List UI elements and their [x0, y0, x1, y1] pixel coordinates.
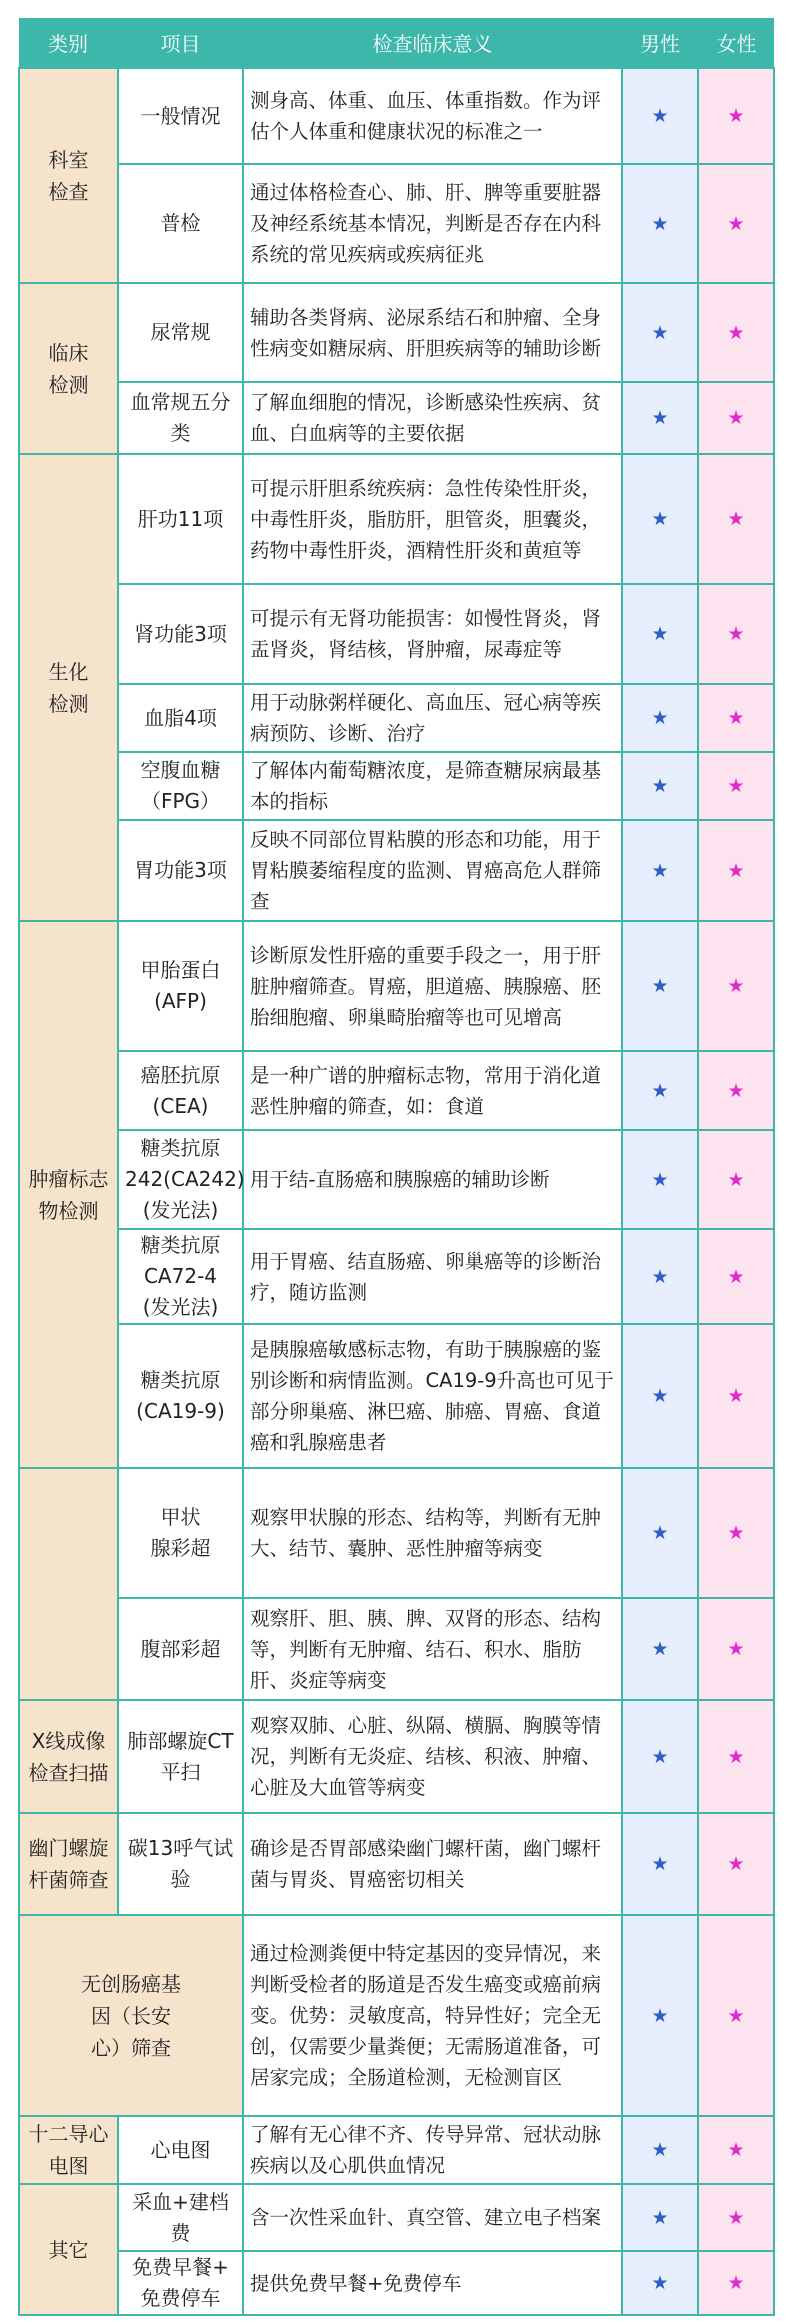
male-cell	[622, 1915, 698, 2116]
table-row	[19, 752, 774, 820]
male-cell	[622, 2184, 698, 2251]
table-row	[19, 1229, 774, 1324]
male-star-icon: ★	[651, 1853, 669, 1875]
meaning-cell: 通过检测粪便中特定基因的变异情况，来判断受检者的肠道是否发生癌变或癌前病变。优势：灵敏度高，特异性好；完全无创，仅需要少量粪便；无需肠道准备，可居家完成；全肠道检测，无检测盲区	[243, 1915, 622, 2116]
female-star-icon: ★	[727, 707, 745, 729]
item-cell: 甲状 腺彩超	[118, 1468, 243, 1598]
female-cell	[698, 921, 774, 1051]
male-cell	[622, 752, 698, 820]
female-star-icon: ★	[727, 508, 745, 530]
male-star-icon: ★	[651, 1168, 669, 1191]
male-star-icon: ★	[651, 1745, 669, 1768]
item-cell: 糖类抗原 CA72-4 (发光法)	[118, 1229, 243, 1324]
female-star-icon: ★	[727, 623, 745, 645]
meaning-cell: 用于胃癌、结直肠癌、卵巢癌等的诊断治疗，随访监测	[243, 1229, 622, 1324]
item-cell: 胃功能3项	[118, 820, 243, 921]
header-category: 类别	[19, 18, 118, 68]
female-star-icon: ★	[727, 105, 745, 127]
category-cell: 生化 检测	[19, 454, 118, 921]
male-cell	[622, 921, 698, 1051]
item-cell: 空腹血糖 （FPG）	[118, 752, 243, 820]
male-star-icon: ★	[651, 407, 669, 429]
meaning-cell: 用于动脉粥样硬化、高血压、冠心病等疾病预防、诊断、治疗	[243, 684, 622, 752]
category-cell: 无创肠癌基 因（长安 心）筛查	[19, 1915, 243, 2116]
meaning-cell: 了解血细胞的情况，诊断感染性疾病、贫血、白血病等的主要依据	[243, 382, 622, 454]
male-cell	[622, 283, 698, 382]
male-cell	[622, 1130, 698, 1229]
meaning-cell: 了解有无心律不齐、传导异常、冠状动脉疾病以及心肌供血情况	[243, 2116, 622, 2184]
table-row	[19, 1130, 774, 1229]
header-item: 项目	[118, 18, 243, 68]
male-star-icon: ★	[651, 2272, 669, 2294]
female-star-icon: ★	[727, 975, 745, 997]
table-row	[19, 2184, 774, 2251]
female-star-icon: ★	[727, 212, 745, 235]
female-star-icon: ★	[727, 1638, 745, 1660]
table-row	[19, 1700, 774, 1813]
female-cell	[698, 684, 774, 752]
table-row	[19, 1598, 774, 1700]
male-star-icon: ★	[651, 212, 669, 235]
table-row	[19, 820, 774, 921]
female-star-icon: ★	[727, 859, 745, 882]
meaning-cell: 反映不同部位胃粘膜的形态和功能，用于胃粘膜萎缩程度的监测、胃癌高危人群筛查	[243, 820, 622, 921]
category-cell	[19, 1468, 118, 1700]
category-cell: 十二导心 电图	[19, 2116, 118, 2184]
exam-table-container	[18, 18, 773, 2316]
female-cell	[698, 382, 774, 454]
meaning-cell: 观察双肺、心脏、纵隔、横膈、胸膜等情况，判断有无炎症、结核、积液、肿瘤、心脏及大血管等病变	[243, 1700, 622, 1813]
item-cell: 免费早餐+ 免费停车	[118, 2251, 243, 2315]
meaning-cell: 观察甲状腺的形态、结构等，判断有无肿大、结节、囊肿、恶性肿瘤等病变	[243, 1468, 622, 1598]
item-cell: 一般情况	[118, 68, 243, 164]
table-row	[19, 1468, 774, 1598]
item-cell: 甲胎蛋白 (AFP)	[118, 921, 243, 1051]
female-cell	[698, 1915, 774, 2116]
male-star-icon: ★	[651, 775, 669, 797]
male-star-icon: ★	[651, 2206, 669, 2229]
female-star-icon: ★	[727, 1522, 745, 1544]
male-star-icon: ★	[651, 508, 669, 530]
female-cell	[698, 2184, 774, 2251]
category-cell: 肿瘤标志 物检测	[19, 921, 118, 1468]
category-cell: 幽门螺旋 杆菌筛查	[19, 1813, 118, 1915]
header-male: 男性	[622, 18, 698, 68]
male-star-icon: ★	[651, 2004, 669, 2027]
female-star-icon: ★	[727, 1079, 745, 1102]
male-cell	[622, 164, 698, 283]
male-star-icon: ★	[651, 1385, 669, 1407]
male-cell	[622, 584, 698, 684]
male-cell	[622, 454, 698, 584]
female-cell	[698, 1700, 774, 1813]
female-star-icon: ★	[727, 2004, 745, 2027]
item-cell: 肾功能3项	[118, 584, 243, 684]
meaning-cell: 确诊是否胃部感染幽门螺杆菌，幽门螺杆菌与胃炎、胃癌密切相关	[243, 1813, 622, 1915]
male-cell	[622, 1229, 698, 1324]
meaning-cell: 辅助各类肾病、泌尿系结石和肿瘤、全身性病变如糖尿病、肝胆疾病等的辅助诊断	[243, 283, 622, 382]
table-row	[19, 2116, 774, 2184]
meaning-cell: 了解体内葡萄糖浓度，是筛查糖尿病最基本的指标	[243, 752, 622, 820]
male-cell	[622, 382, 698, 454]
female-cell	[698, 2116, 774, 2184]
category-cell: 其它	[19, 2184, 118, 2315]
female-star-icon: ★	[727, 1853, 745, 1875]
table-row	[19, 283, 774, 382]
table-row	[19, 684, 774, 752]
item-cell: 糖类抗原 (CA19-9)	[118, 1324, 243, 1468]
table-row	[19, 921, 774, 1051]
item-cell: 普检	[118, 164, 243, 283]
female-star-icon: ★	[727, 1265, 745, 1288]
item-cell: 血脂4项	[118, 684, 243, 752]
table-header-row	[19, 18, 774, 68]
male-cell	[622, 2116, 698, 2184]
item-cell: 采血+建档 费	[118, 2184, 243, 2251]
female-star-icon: ★	[727, 2272, 745, 2294]
male-cell	[622, 1700, 698, 1813]
female-cell	[698, 1051, 774, 1130]
item-cell: 肝功11项	[118, 454, 243, 584]
female-cell	[698, 1229, 774, 1324]
male-cell	[622, 2251, 698, 2315]
male-star-icon: ★	[651, 105, 669, 127]
male-star-icon: ★	[651, 1522, 669, 1544]
item-cell: 腹部彩超	[118, 1598, 243, 1700]
female-star-icon: ★	[727, 2139, 745, 2161]
meaning-cell: 是胰腺癌敏感标志物，有助于胰腺癌的鉴别诊断和病情监测。CA19-9升高也可见于部分卵巢癌、淋巴癌、肺癌、胃癌、食道癌和乳腺癌患者	[243, 1324, 622, 1468]
item-cell: 血常规五分类	[118, 382, 243, 454]
table-row	[19, 1051, 774, 1130]
meaning-cell: 是一种广谱的肿瘤标志物，常用于消化道恶性肿瘤的筛查，如：食道	[243, 1051, 622, 1130]
header-female: 女性	[698, 18, 774, 68]
female-cell	[698, 752, 774, 820]
female-star-icon: ★	[727, 407, 745, 429]
male-cell	[622, 1051, 698, 1130]
table-row	[19, 164, 774, 283]
male-star-icon: ★	[651, 623, 669, 645]
male-cell	[622, 820, 698, 921]
meaning-cell: 可提示有无肾功能损害：如慢性肾炎，肾盂肾炎，肾结核，肾肿瘤，尿毒症等	[243, 584, 622, 684]
male-star-icon: ★	[651, 975, 669, 997]
table-row	[19, 382, 774, 454]
table-row	[19, 68, 774, 164]
meaning-cell: 测身高、体重、血压、体重指数。作为评估个人体重和健康状况的标准之一	[243, 68, 622, 164]
item-cell: 肺部螺旋CT 平扫	[118, 1700, 243, 1813]
female-cell	[698, 820, 774, 921]
female-cell	[698, 1468, 774, 1598]
table-body	[19, 68, 774, 2315]
male-cell	[622, 1324, 698, 1468]
table-row	[19, 1915, 774, 2116]
table-row	[19, 584, 774, 684]
female-cell	[698, 1130, 774, 1229]
table-row	[19, 2251, 774, 2315]
female-star-icon: ★	[727, 321, 745, 344]
meaning-cell: 提供免费早餐+免费停车	[243, 2251, 622, 2315]
male-cell	[622, 1813, 698, 1915]
female-cell	[698, 454, 774, 584]
table-row	[19, 454, 774, 584]
male-cell	[622, 68, 698, 164]
item-cell: 尿常规	[118, 283, 243, 382]
female-cell	[698, 1598, 774, 1700]
female-star-icon: ★	[727, 1745, 745, 1768]
female-star-icon: ★	[727, 1168, 745, 1191]
female-cell	[698, 283, 774, 382]
male-cell	[622, 1468, 698, 1598]
female-cell	[698, 1813, 774, 1915]
female-cell	[698, 164, 774, 283]
male-star-icon: ★	[651, 1079, 669, 1102]
female-star-icon: ★	[727, 2206, 745, 2229]
meaning-cell: 观察肝、胆、胰、脾、双肾的形态、结构等，判断有无肿瘤、结石、积水、脂肪肝、炎症等病变	[243, 1598, 622, 1700]
female-star-icon: ★	[727, 1385, 745, 1407]
male-star-icon: ★	[651, 2139, 669, 2161]
male-cell	[622, 1598, 698, 1700]
female-star-icon: ★	[727, 775, 745, 797]
male-star-icon: ★	[651, 1265, 669, 1288]
male-cell	[622, 684, 698, 752]
female-cell	[698, 68, 774, 164]
exam-table	[18, 18, 775, 2316]
meaning-cell: 可提示肝胆系统疾病：急性传染性肝炎，中毒性肝炎，脂肪肝，胆管炎，胆囊炎，药物中毒性肝炎，酒精性肝炎和黄疸等	[243, 454, 622, 584]
male-star-icon: ★	[651, 321, 669, 344]
female-cell	[698, 1324, 774, 1468]
meaning-cell: 含一次性采血针、真空管、建立电子档案	[243, 2184, 622, 2251]
meaning-cell: 诊断原发性肝癌的重要手段之一，用于肝脏肿瘤筛查。胃癌，胆道癌、胰腺癌、胚胎细胞瘤、卵巢畸胎瘤等也可见增高	[243, 921, 622, 1051]
item-cell: 心电图	[118, 2116, 243, 2184]
item-cell: 糖类抗原 242(CA242) (发光法)	[118, 1130, 243, 1229]
category-cell: 临床 检测	[19, 283, 118, 454]
category-cell: 科室 检查	[19, 68, 118, 283]
meaning-cell: 通过体格检查心、肺、肝、脾等重要脏器及神经系统基本情况，判断是否存在内科系统的常见疾病或疾病征兆	[243, 164, 622, 283]
female-cell	[698, 2251, 774, 2315]
item-cell: 癌胚抗原 (CEA)	[118, 1051, 243, 1130]
male-star-icon: ★	[651, 1638, 669, 1660]
category-cell: X线成像 检查扫描	[19, 1700, 118, 1813]
male-star-icon: ★	[651, 859, 669, 882]
header-meaning: 检查临床意义	[243, 18, 622, 68]
item-cell: 碳13呼气试 验	[118, 1813, 243, 1915]
male-star-icon: ★	[651, 707, 669, 729]
table-row	[19, 1813, 774, 1915]
female-cell	[698, 584, 774, 684]
meaning-cell: 用于结-直肠癌和胰腺癌的辅助诊断	[243, 1130, 622, 1229]
table-row	[19, 1324, 774, 1468]
